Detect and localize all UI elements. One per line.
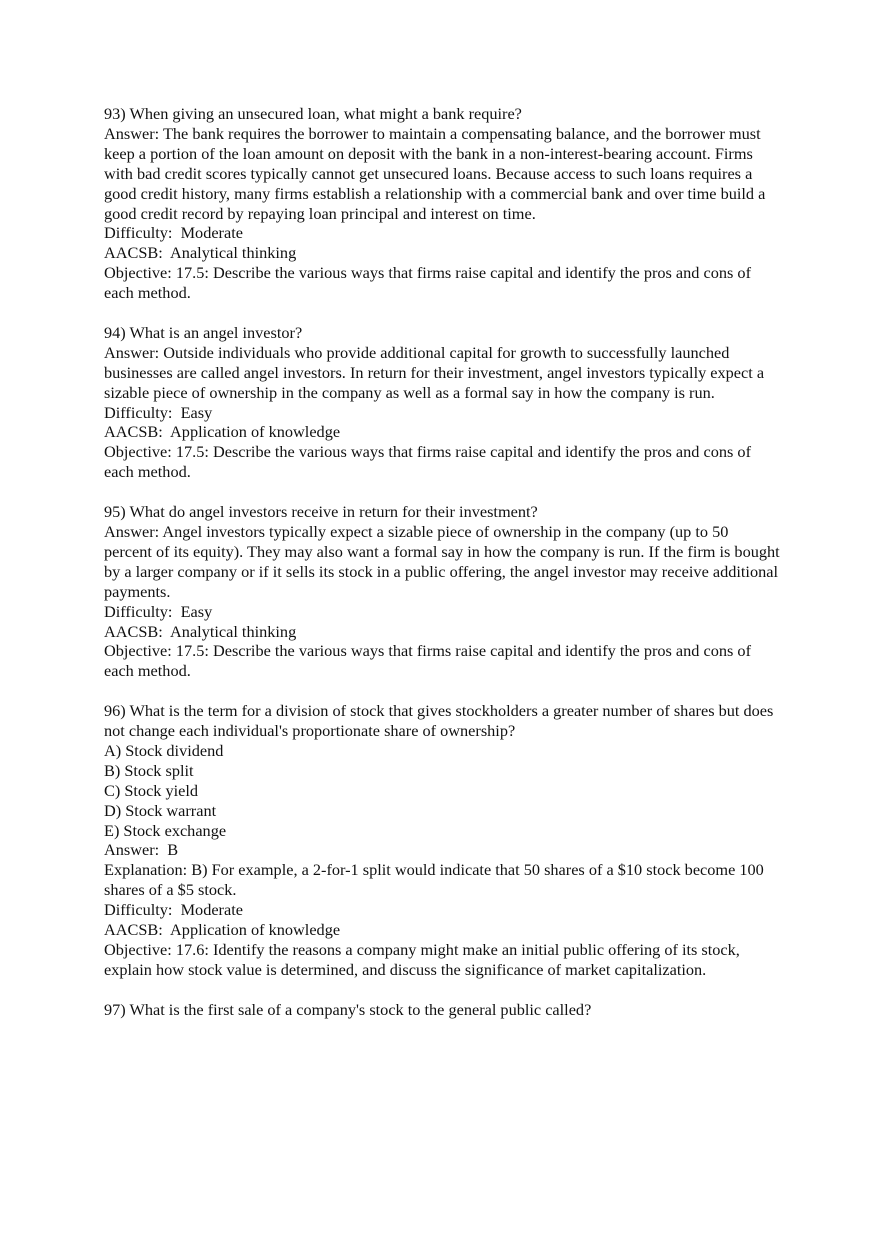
question-prompt: 97) What is the first sale of a company's stock to the general public called? — [104, 999, 592, 1019]
answer-text: Answer: Angel investors typically expect a sizable piece of ownership in the company (up to 50 percent of its equity). They may also want a formal say in how the company is run. If the firm is bought by a larger company or if it sells its stock in a public offering, the angel investor may receive additional payments. — [104, 522, 780, 601]
difficulty-text: Difficulty: Easy — [104, 402, 213, 422]
question-94 — [104, 323, 780, 482]
answer-text: Answer: Outside individuals who provide additional capital for growth to successfully launched businesses are called angel investors. In return for their investment, angel investors typically expect a sizable piece of ownership in the company as well as a formal say in how the company is run. — [104, 342, 765, 402]
question-prompt: 96) What is the term for a division of stock that gives stockholders a greater number of shares but does not change each individual's proportionate share of ownership? — [104, 701, 774, 741]
option-d: D) Stock warrant — [104, 800, 217, 820]
difficulty-text: Difficulty: Moderate — [104, 900, 243, 920]
question-prompt: 95) What do angel investors receive in return for their investment? — [104, 502, 538, 522]
option-b: B) Stock split — [104, 760, 194, 780]
answer-text: Answer: B — [104, 840, 179, 860]
question-prompt: 93) When giving an unsecured loan, what might a bank require? — [104, 104, 522, 123]
objective-text: Objective: 17.5: Describe the various ways that firms raise capital and identify the pros and cons of each method. — [104, 641, 751, 681]
option-c: C) Stock yield — [104, 780, 199, 800]
question-95 — [104, 502, 780, 681]
question-93 — [104, 104, 780, 303]
explanation-text: Explanation: B) For example, a 2-for-1 split would indicate that 50 shares of a $10 stock become 100 shares of a $5 stock. — [104, 860, 764, 900]
option-a: A) Stock dividend — [104, 740, 224, 760]
question-96 — [104, 701, 780, 980]
objective-text: Objective: 17.5: Describe the various ways that firms raise capital and identify the pros and cons of each method. — [104, 263, 751, 303]
aacsb-text: AACSB: Analytical thinking — [104, 621, 297, 641]
difficulty-text: Difficulty: Easy — [104, 601, 213, 621]
objective-text: Objective: 17.6: Identify the reasons a company might make an initial public offering of its stock, explain how stock value is determined, and discuss the significance of market capitalization. — [104, 940, 740, 979]
aacsb-text: AACSB: Application of knowledge — [104, 920, 341, 940]
option-e: E) Stock exchange — [104, 820, 227, 840]
objective-text: Objective: 17.5: Describe the various ways that firms raise capital and identify the pros and cons of each method. — [104, 442, 751, 482]
question-97 — [104, 1000, 780, 1020]
difficulty-text: Difficulty: Moderate — [104, 223, 243, 243]
aacsb-text: AACSB: Analytical thinking — [104, 243, 297, 263]
answer-text: Answer: The bank requires the borrower to maintain a compensating balance, and the borrower must keep a portion of the loan amount on deposit with the bank in a non-interest-bearing account. Firms with bad credit scores typically cannot get unsecured loans. Because access to such loans requires a good credit history, many firms establish a relationship with a commercial bank and over time build a good credit record by repaying loan principal and interest on time. — [104, 123, 766, 223]
document-content — [104, 104, 780, 1040]
aacsb-text: AACSB: Application of knowledge — [104, 422, 341, 442]
question-prompt: 94) What is an angel investor? — [104, 322, 303, 342]
